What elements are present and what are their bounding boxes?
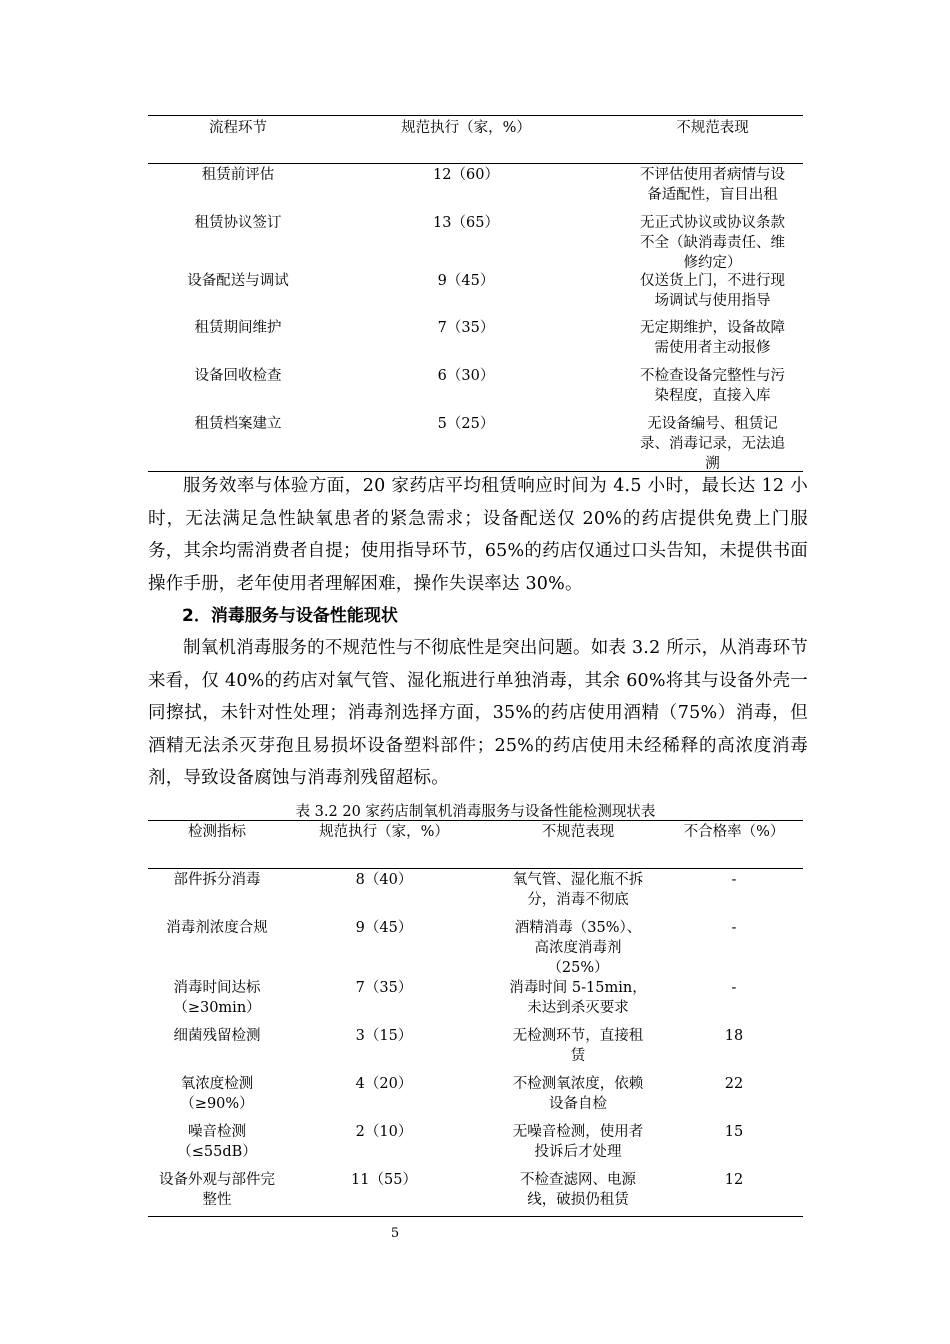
- table-header-cell: 规范执行（家，%）: [401, 120, 531, 136]
- table-cell: 9（45）: [437, 273, 495, 289]
- table-cell: 设备配送与调试: [187, 273, 289, 289]
- table-cell: 4（20）: [355, 1076, 413, 1092]
- table-header-cell: 规范执行（家，%）: [319, 824, 449, 840]
- table-cell: 细菌残留检测: [173, 1028, 261, 1044]
- table-cell: 22: [724, 1076, 744, 1092]
- table-header-cell: 检测指标: [188, 824, 246, 840]
- table-cell: -: [731, 920, 737, 936]
- table-cell: 13（65）: [433, 215, 499, 231]
- table-cell: 5（25）: [437, 416, 495, 432]
- table-cell: -: [731, 980, 737, 996]
- table-cell: 设备外观与部件完 整性: [159, 1172, 275, 1208]
- table-cell: 无定期维护，设备故障 需使用者主动报修: [640, 320, 785, 356]
- table-bottom-rule: [148, 1216, 803, 1217]
- table-header-cell: 不规范表现: [541, 824, 615, 840]
- table-header-cell: 不合格率（%）: [683, 824, 785, 840]
- table-cell: 不检查滤网、电源 线，破损仍租赁: [520, 1172, 636, 1208]
- table-cell: 9（45）: [355, 920, 413, 936]
- table-disinfection-performance: [148, 818, 803, 1220]
- table-cell: 无正式协议或协议条款 不全（缺消毒责任、维 修约定）: [640, 215, 785, 271]
- table-cell: 消毒时间达标 （≥30min）: [173, 980, 261, 1016]
- table-cell: 消毒时间 5-15min， 未达到杀灭要求: [509, 980, 647, 1016]
- table-header-rule: [148, 868, 803, 869]
- table-cell: 设备回收检查: [194, 368, 282, 384]
- table-cell: -: [731, 872, 737, 888]
- table-rental-process: [148, 110, 803, 475]
- table-cell: 氧浓度检测 （≥90%）: [180, 1076, 254, 1112]
- body-paragraph: 制氧机消毒服务的不规范性与不彻底性是突出问题。如表 3.2 所示，从消毒环节来看，仅 40%的药店对氧气管、湿化瓶进行单独消毒，其余 60%将其与设备外壳一同擦拭，未针对性处理；消毒剂选择方面，35%的药店使用酒精（75%）消毒，但酒精无法杀灭芽孢且易损坏设备塑料部件；25%的药店使用未经稀释的高浓度消毒剂，导致设备腐蚀与消毒剂残留超标。: [148, 638, 808, 788]
- page-number: 5: [390, 1226, 400, 1241]
- table-cell: 6（30）: [437, 368, 495, 384]
- table-cell: 部件拆分消毒: [173, 872, 261, 888]
- table-cell: 噪音检测 （≤55dB）: [177, 1124, 257, 1160]
- table-caption: 表 3.2 20 家药店制氧机消毒服务与设备性能检测现状表: [295, 804, 656, 820]
- table-cell: 不评估使用者病情与设 备适配性，盲目出租: [640, 167, 785, 203]
- table-cell: 3（15）: [355, 1028, 413, 1044]
- table-cell: 不检测氧浓度，依赖 设备自检: [512, 1076, 644, 1112]
- table-cell: 租赁协议签订: [194, 215, 282, 231]
- table-cell: 租赁期间维护: [194, 320, 282, 336]
- table-cell: 租赁档案建立: [194, 416, 282, 432]
- table-header-cell: 不规范表现: [676, 120, 749, 136]
- table-cell: 无检测环节，直接租 赁: [512, 1028, 644, 1064]
- section-heading: 2．消毒服务与设备性能现状: [182, 606, 398, 626]
- table-cell: 8（40）: [355, 872, 413, 888]
- table-cell: 11（55）: [351, 1172, 417, 1188]
- table-top-rule: [148, 820, 803, 821]
- table-cell: 7（35）: [437, 320, 495, 336]
- table-cell: 消毒剂浓度合规: [166, 920, 268, 936]
- table-cell: 18: [724, 1028, 744, 1044]
- table-cell: 氧气管、湿化瓶不拆 分，消毒不彻底: [512, 872, 644, 908]
- table-cell: 不检查设备完整性与污 染程度，直接入库: [640, 368, 785, 404]
- table-header-rule: [148, 163, 803, 164]
- table-cell: 12: [724, 1172, 744, 1188]
- table-cell: 7（35）: [355, 980, 413, 996]
- table-cell: 2（10）: [355, 1124, 413, 1140]
- table-cell: 12（60）: [433, 167, 499, 183]
- table-cell: 酒精消毒（35%）、 高浓度消毒剂 （25%）: [514, 920, 642, 976]
- table-top-rule: [148, 115, 803, 116]
- table-cell: 15: [724, 1124, 744, 1140]
- table-cell: 租赁前评估: [201, 167, 275, 183]
- body-paragraph: 服务效率与体验方面，20 家药店平均租赁响应时间为 4.5 小时，最长达 12 小时，无法满足急性缺氧患者的紧急需求；设备配送仅 20%的药店提供免费上门服务，其余均需消费者自提；使用指导环节，65%的药店仅通过口头告知，未提供书面操作手册，老年使用者理解困难，操作失误率达 30%。: [148, 476, 808, 594]
- table-header-cell: 流程环节: [209, 120, 267, 136]
- table-cell: 无设备编号、租赁记 录、消毒记录，无法追 溯: [640, 416, 785, 472]
- table-cell: 无噪音检测，使用者 投诉后才处理: [512, 1124, 644, 1160]
- table-cell: 仅送货上门，不进行现 场调试与使用指导: [640, 273, 785, 309]
